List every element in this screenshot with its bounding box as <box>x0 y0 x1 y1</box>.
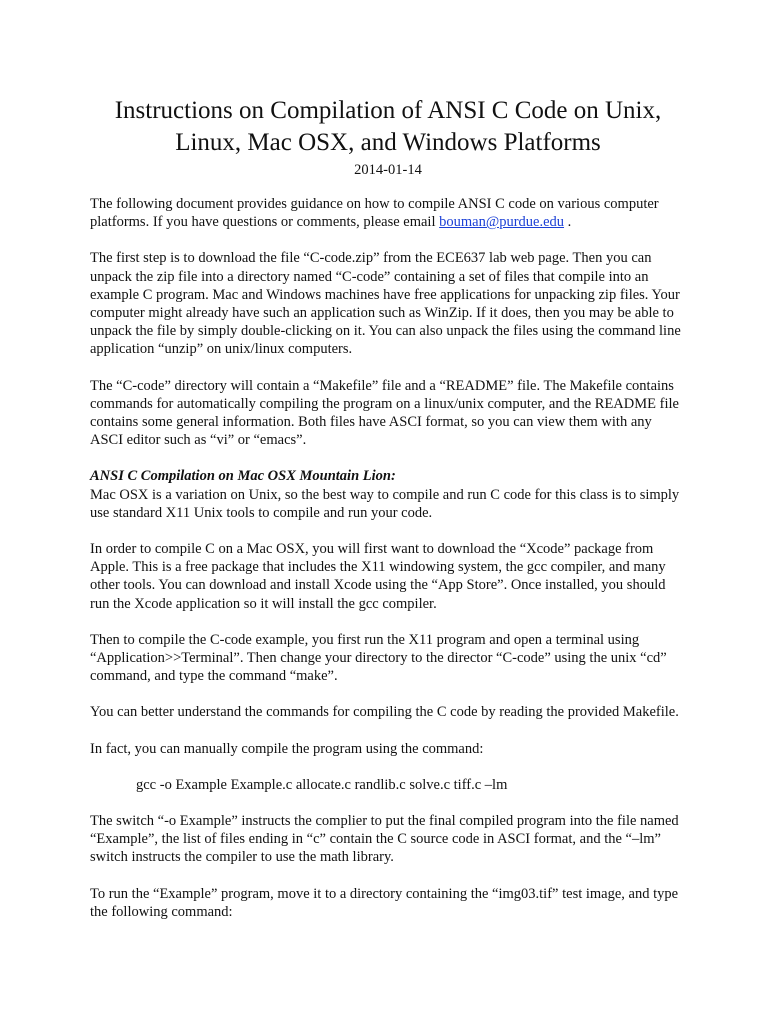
intro-text: The following document provides guidance on how to compile ANSI C code on various computer platforms. If you have questions or comments, please email <box>90 196 659 231</box>
document-title <box>90 95 686 159</box>
title-line-2: Linux, Mac OSX, and Windows Platforms <box>175 129 601 156</box>
document-date: 2014-01-14 <box>354 162 422 178</box>
compile-command: gcc -o Example Example.c allocate.c randlib.c solve.c tiff.c –lm <box>136 776 508 793</box>
document-content <box>90 95 686 939</box>
paragraph-run-example: To run the “Example” program, move it to a directory containing the “img03.tif” test image, and type the following command: <box>90 885 679 920</box>
intro-paragraph <box>90 195 686 231</box>
section-heading-mac: ANSI C Compilation on Mac OSX Mountain Lion: <box>90 468 396 485</box>
paragraph-manual-compile: In fact, you can manually compile the program using the command: <box>90 740 484 757</box>
paragraph-terminal: Then to compile the C-code example, you first run the X11 program and open a terminal using “Application>>Terminal”. Then change your directory to the director “C-code” using the unix “cd” command, and type the command “make”. <box>90 631 667 685</box>
title-line-1: Instructions on Compilation of ANSI C Code on Unix, <box>114 97 662 124</box>
paragraph-makefile: The “C-code” directory will contain a “Makefile” file and a “README” file. The Makefile contains commands for automatically compiling the program on a linux/unix computer, and the README file contains some general information. Both files have ASCI format, so you can view them with any ASCI editor such as “vi” or “emacs”. <box>90 377 679 449</box>
paragraph-download: The first step is to download the file “C-code.zip” from the ECE637 lab web page. Then you can unpack the zip file into a directory named “C-code” containing a set of files that compile into an example C program. Mac and Windows machines have free applications for unpacking zip files. Your computer might already have such an application such as WinZip. If it does, then you may be able to unpack the file by simply double-clicking on it. You can also unpack the files using the command line application “unzip” on unix/linux computers. <box>90 250 681 358</box>
email-link[interactable]: bouman@purdue.edu <box>439 214 565 231</box>
paragraph-switches: The switch “-o Example” instructs the complier to put the final compiled program into the file named “Example”, the list of files ending in “c” contain the C source code in ASCI format, and the “–lm” switch instructs the compiler to use the math library. <box>90 813 679 866</box>
paragraph-mac-osx: Mac OSX is a variation on Unix, so the best way to compile and run C code for this class is to simply use standard X11 Unix tools to compile and run your code. <box>90 486 680 521</box>
paragraph-commands: You can better understand the commands for compiling the C code by reading the provided Makefile. <box>90 704 679 721</box>
paragraph-xcode: In order to compile C on a Mac OSX, you will first want to download the “Xcode” package from Apple. This is a free package that includes the X11 windowing system, the gcc compiler, and many other tools. You can download and install Xcode using the “App Store”. Once installed, you should run the Xcode application so it will install the gcc compiler. <box>90 541 666 612</box>
intro-end: . <box>564 214 572 231</box>
